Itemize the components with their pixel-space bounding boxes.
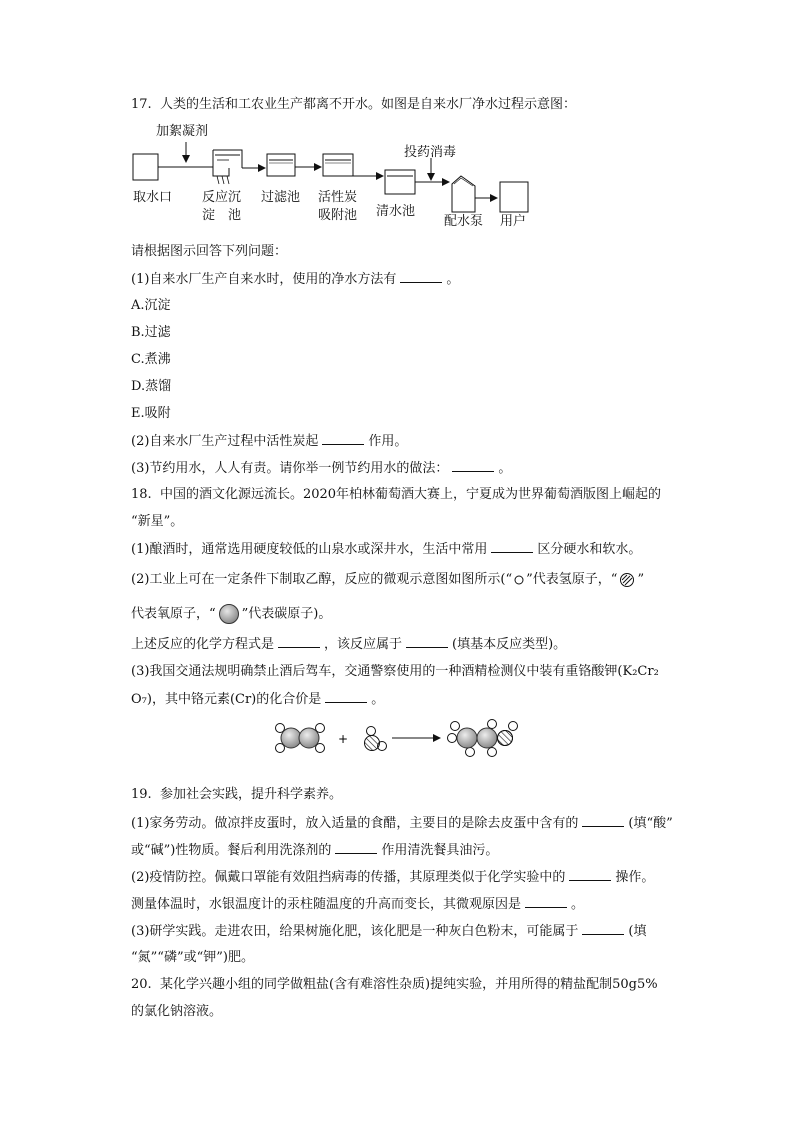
q19-part3: (3)研学实践。走进农田，给果树施化肥，该化肥是一种灰白色粉末，可能属于 (填 <box>131 924 647 939</box>
answer-blank[interactable] <box>582 814 624 827</box>
label-disinfect: 投药消毒 <box>404 145 457 160</box>
plus-sign: + <box>338 732 349 746</box>
q18-stem: 18. 中国的酒文化源远流长。2020年柏林葡萄酒大赛上，宁夏成为世界葡萄酒版图上崛起的 <box>131 487 662 502</box>
q18-stem-cont: “新星”。 <box>131 514 184 529</box>
answer-blank[interactable] <box>491 540 533 553</box>
q17-prompt: 请根据图示回答下列问题： <box>131 244 288 259</box>
option-d: D.蒸馏 <box>131 379 172 394</box>
q18-part3-cont: O₇)，其中铬元素(Cr)的化合价是 。 <box>131 692 385 707</box>
label-sediment-1: 反应沉 <box>202 190 242 205</box>
q17-stem: 17. 人类的生活和工农业生产都离不开水。如图是自来水厂净水过程示意图： <box>131 97 576 112</box>
water-molecule <box>365 727 387 751</box>
label-carbon-1: 活性炭 <box>318 190 358 205</box>
answer-blank[interactable] <box>452 459 494 472</box>
option-b: B.过滤 <box>131 325 171 340</box>
q19-part2: (2)疫情防控。佩戴口罩能有效阻挡病毒的传播，其原理类似于化学实验中的 操作。 <box>131 870 655 885</box>
hydrogen-atom-icon <box>514 575 524 585</box>
q17-part1: (1)自来水厂生产自来水时，使用的净水方法有 。 <box>131 272 460 287</box>
answer-blank[interactable] <box>582 922 624 935</box>
q20-stem-cont: 的氯化钠溶液。 <box>131 1004 223 1019</box>
q18-part3: (3)我国交通法规明确禁止酒后驾车，交通警察使用的一种酒精检测仪中装有重铬酸钾(K₂Cr₂ <box>131 664 659 679</box>
answer-blank[interactable] <box>322 432 364 445</box>
q19-part3-cont: “氮”“磷”或“钾”)肥。 <box>131 950 254 965</box>
label-coagulant: 加絮凝剂 <box>156 124 209 139</box>
carbon-tank <box>323 154 353 176</box>
answer-blank[interactable] <box>335 841 377 854</box>
q19-part1-cont: 或“碱”)性物质。餐后利用洗涤剂的 作用清洗餐具油污。 <box>131 843 499 858</box>
q17-part3: (3)节约用水，人人有责。请你举一例节约用水的做法： 。 <box>131 461 512 476</box>
ethanol-molecule <box>448 720 518 757</box>
label-intake: 取水口 <box>133 190 173 205</box>
label-carbon-2: 吸附池 <box>318 208 358 223</box>
carbon-atom-icon <box>218 603 240 625</box>
q18-equation: 上述反应的化学方程式是 ，该反应属于 (填基本反应类型)。 <box>131 637 567 652</box>
q17-part2: (2)自来水厂生产过程中活性炭起 作用。 <box>131 434 408 449</box>
answer-blank[interactable] <box>400 270 442 283</box>
answer-blank[interactable] <box>406 635 448 648</box>
label-user: 用户 <box>500 214 527 229</box>
q18-part2-cont: 代表氧原子，“ ”代表碳原子)。 <box>131 603 331 625</box>
q19-stem: 19. 参加社会实践，提升科学素养。 <box>131 787 342 802</box>
label-filter: 过滤池 <box>261 190 301 205</box>
answer-blank[interactable] <box>325 690 367 703</box>
reaction-diagram <box>268 714 528 762</box>
answer-blank[interactable] <box>525 895 567 908</box>
option-e: E.吸附 <box>131 406 171 421</box>
q20-stem: 20. 某化学兴趣小组的同学做粗盐(含有难溶性杂质)提纯实验，并用所得的精盐配制50g5% <box>131 977 658 992</box>
option-c: C.煮沸 <box>131 352 171 367</box>
pump-shape <box>452 176 475 212</box>
ethylene-molecule <box>276 724 325 753</box>
q18-part1: (1)酿酒时，通常选用硬度较低的山泉水或深井水，生活中常用 区分硬水和软水。 <box>131 542 642 557</box>
user-box <box>500 182 528 212</box>
clear-water-tank <box>385 170 415 194</box>
q18-part2: (2)工业上可在一定条件下制取乙醇，反应的微观示意图如图所示(“ ”代表氢原子，“ ” <box>131 572 645 587</box>
answer-blank[interactable] <box>278 635 320 648</box>
sedimentation-tank <box>213 150 242 184</box>
q19-part1: (1)家务劳动。做凉拌皮蛋时，放入适量的食醋，主要目的是除去皮蛋中含有的 (填“酸” <box>131 816 673 831</box>
label-sediment-2: 淀 池 <box>202 208 242 223</box>
filter-tank <box>267 154 295 176</box>
oxygen-atom-icon <box>619 572 635 588</box>
answer-blank[interactable] <box>569 868 611 881</box>
q19-part2-cont: 测量体温时，水银温度计的汞柱随温度的升高而变长，其微观原因是 。 <box>131 897 585 912</box>
option-a: A.沉淀 <box>131 298 171 313</box>
label-pump: 配水泵 <box>444 214 484 229</box>
intake-box <box>133 154 158 180</box>
label-clear: 清水池 <box>376 204 416 219</box>
